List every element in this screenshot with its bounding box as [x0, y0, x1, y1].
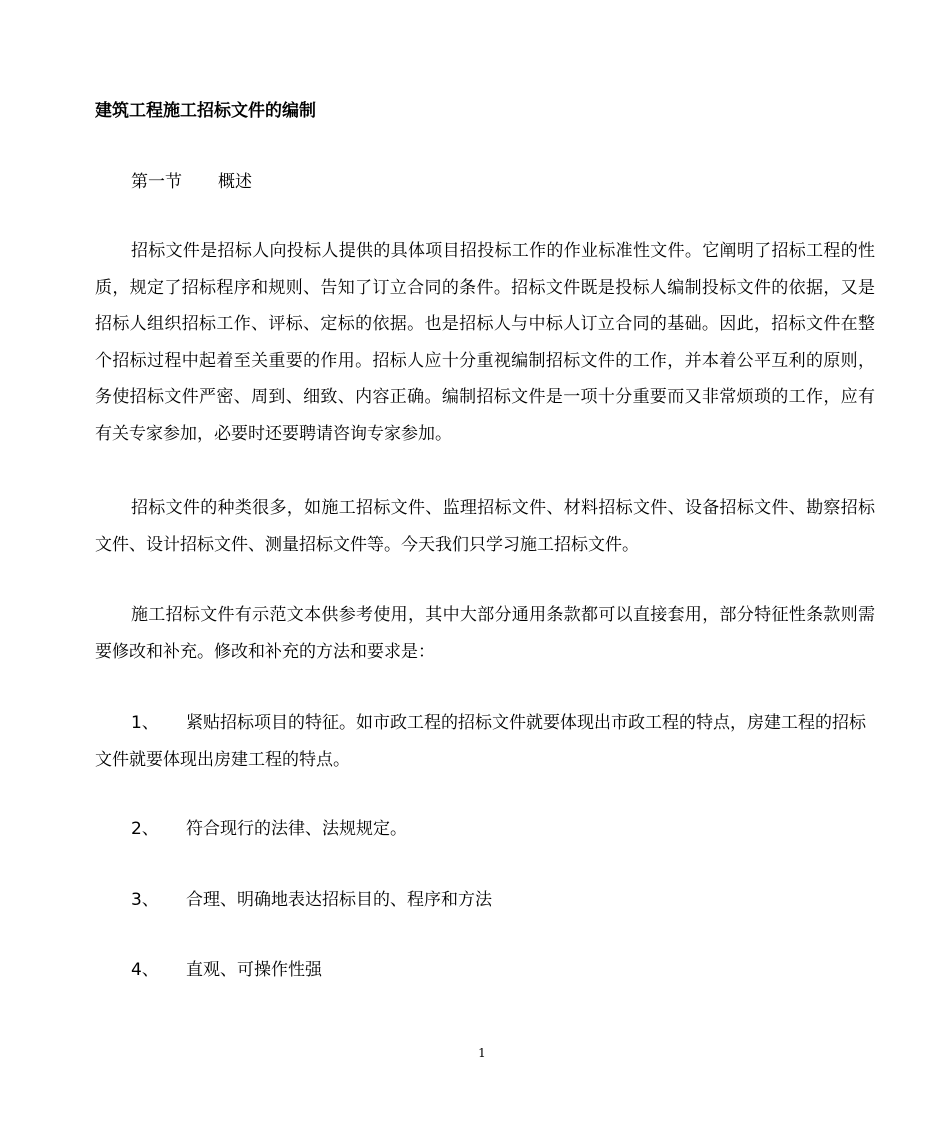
list-item-text: 符合现行的法律、法规规定。 — [186, 819, 407, 839]
list-item-text: 直观、可操作性强 — [186, 960, 322, 980]
section-number: 第一节 — [131, 172, 182, 192]
list-item — [95, 811, 875, 848]
section-name: 概述 — [218, 172, 252, 192]
list-item-number: 4、 — [131, 960, 159, 980]
paragraph-requirements: 施工招标文件有示范文本供参考使用，其中大部分通用条款都可以直接套用，部分特征性条款则需要修改和补充。修改和补充的方法和要求是： — [95, 605, 875, 662]
list-item-number: 3、 — [131, 890, 159, 910]
list-item-text: 合理、明确地表达招标目的、程序和方法 — [186, 890, 492, 910]
page-number: 1 — [478, 1046, 486, 1060]
document-title: 建筑工程施工招标文件的编制 — [95, 101, 316, 121]
paragraph-intro: 招标文件是招标人向投标人提供的具体项目招投标工作的作业标准性文件。它阐明了招标工程的性质，规定了招标程序和规则、告知了订立合同的条件。招标文件既是投标人编制投标文件的依据，又是招标人组织招标工作、评标、定标的依据。也是招标人与中标人订立合同的基础。因此，招标文件在整个招标过程中起着至关重要的作用。招标人应十分重视编制招标文件的工作，并本着公平互利的原则，务使招标文件严密、周到、细致、内容正确。编制招标文件是一项十分重要而又非常烦琐的工作，应有有关专家参加，必要时还要聘请咨询专家参加。 — [95, 241, 875, 444]
paragraph-types: 招标文件的种类很多，如施工招标文件、监理招标文件、材料招标文件、设备招标文件、勘察招标文件、设计招标文件、测量招标文件等。今天我们只学习施工招标文件。 — [95, 498, 875, 555]
list-item-number: 1、 — [131, 713, 159, 733]
list-item — [95, 882, 875, 919]
list-item-text: 紧贴招标项目的特征。如市政工程的招标文件就要体现出市政工程的特点，房建工程的招标文件就要体现出房建工程的特点。 — [95, 713, 866, 770]
section-heading — [131, 168, 252, 196]
list-item — [95, 705, 875, 778]
list-item — [95, 952, 875, 989]
list-item-number: 2、 — [131, 819, 159, 839]
